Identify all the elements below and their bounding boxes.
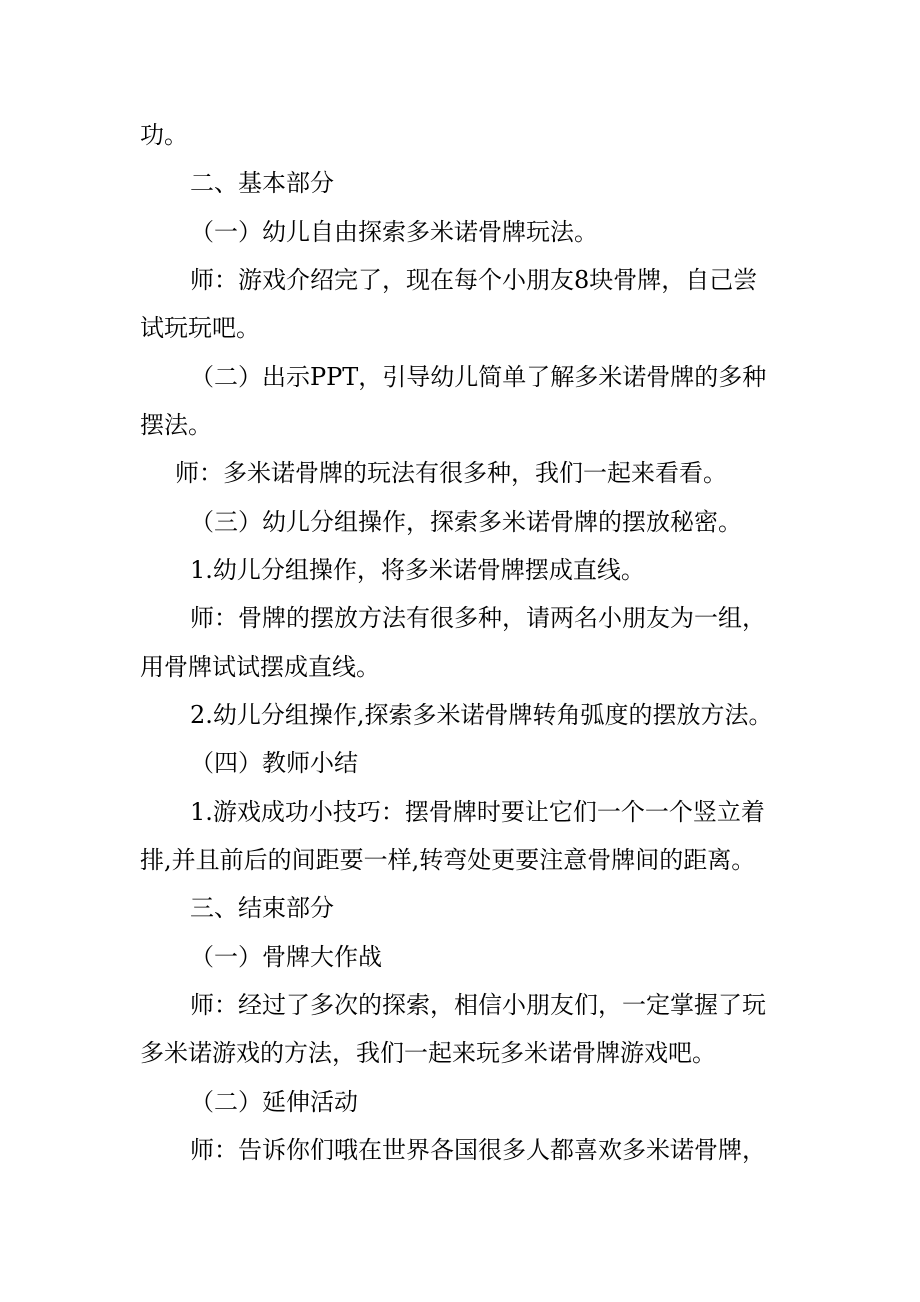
- text-line: 排,并且前后的间距要一样,转弯处更要注意骨牌间的距离。: [140, 846, 756, 874]
- text-line: 摆法。: [140, 411, 212, 439]
- section-heading: 三、结束部分: [190, 894, 334, 922]
- section-heading: 二、基本部分: [190, 169, 334, 197]
- text-line: 师：游戏介绍完了，现在每个小朋友8块骨牌，自己尝: [190, 266, 758, 294]
- text-line: 师：骨牌的摆放方法有很多种，请两名小朋友为一组，: [190, 604, 766, 632]
- list-item: 1.游戏成功小技巧：摆骨牌时要让它们一个一个竖立着: [190, 798, 765, 826]
- text-line: 试玩玩吧。: [140, 314, 260, 342]
- subsection-heading: （二）延伸活动: [190, 1088, 358, 1116]
- subsection-heading: （一）骨牌大作战: [190, 943, 382, 971]
- text-line: 多米诺游戏的方法，我们一起来玩多米诺骨牌游戏吧。: [140, 1039, 716, 1067]
- text-line: 师：告诉你们哦在世界各国很多人都喜欢多米诺骨牌，: [190, 1136, 766, 1164]
- text-line: 师：多米诺骨牌的玩法有很多种，我们一起来看看。: [175, 459, 727, 487]
- subsection-heading: （二）出示PPT，引导幼儿简单了解多米诺骨牌的多种: [190, 363, 767, 391]
- subsection-heading: （四）教师小结: [190, 749, 358, 777]
- subsection-heading: （三）幼儿分组操作，探索多米诺骨牌的摆放秘密。: [190, 508, 742, 536]
- list-item: 1.幼儿分组操作，将多米诺骨牌摆成直线。: [190, 556, 645, 584]
- text-line: 功。: [140, 121, 188, 149]
- text-line: 用骨牌试试摆成直线。: [140, 653, 380, 681]
- list-item: 2.幼儿分组操作,探索多米诺骨牌转角弧度的摆放方法。: [190, 701, 773, 729]
- text-line: 师：经过了多次的探索，相信小朋友们，一定掌握了玩: [190, 991, 766, 1019]
- subsection-heading: （一）幼儿自由探索多米诺骨牌玩法。: [190, 218, 598, 246]
